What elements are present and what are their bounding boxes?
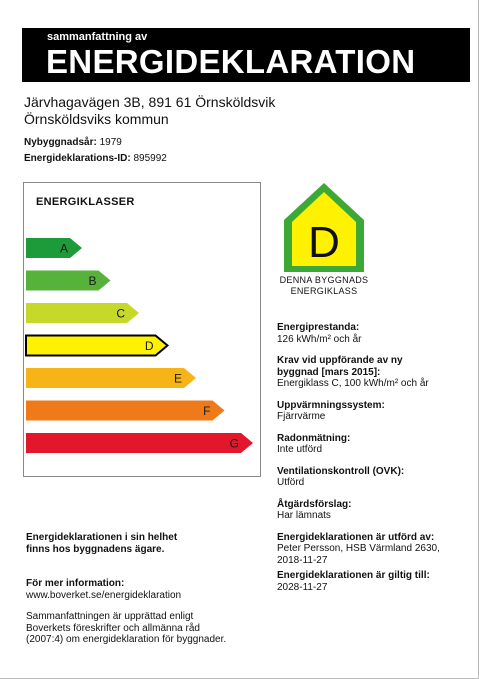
energy-class-bar-b [26,271,111,291]
detail-label: Energiprestanda: [277,322,360,333]
owner-note-line1: Energideklarationen i sin helhet [26,532,178,543]
energy-class-bar-a [26,238,82,258]
detail-value: 126 kWh/m² och år [277,333,362,345]
detail-value: Utförd [277,477,305,488]
energy-class-bar-g [26,433,253,453]
energy-class-bar-e [26,368,196,388]
energy-class-scale [23,182,261,477]
badge-caption [274,275,374,297]
address-municipality: Örnsköldsviks kommun [24,111,169,127]
owner-note [26,532,266,555]
build-year-row [24,135,167,151]
address-street: Järvhagavägen 3B, 891 61 Örnsköldsvik [24,94,276,110]
property-address [24,94,275,128]
legal-note-line2: Boverkets föreskrifter och allmänna råd [26,622,200,634]
declaration-id-label: Energideklarations-ID: [24,153,131,164]
more-info-link[interactable]: www.boverket.se/energideklaration [26,589,182,601]
detail-label: Krav vid uppförande av ny byggnad [mars 2015]: [277,355,403,378]
detail-value: Fjärrvärme [277,411,326,422]
declaration-id-value: 895992 [133,153,167,164]
energy-class-scale-title: ENERGIKLASSER [36,196,135,208]
more-info-label: För mer information: [26,578,125,589]
badge-caption-line1: DENNA BYGGNADS [279,275,369,285]
energy-class-bars [24,183,262,478]
detail-block [277,400,472,423]
banner-title: ENERGIDEKLARATION [46,43,416,80]
legal-note-line3: (2007:4) om energideklaration för byggnader. [26,634,227,645]
build-year-value: 1979 [99,137,122,148]
detail-value: Inte utförd [277,444,323,455]
badge-caption-line2: ENERGIKLASS [290,286,358,296]
detail-value: Energiklass C, 100 kWh/m² och år [277,378,429,389]
owner-note-line2: finns hos byggnadens ägare. [26,543,165,555]
title-banner [22,28,470,82]
declaration-details [277,322,472,603]
detail-value: Peter Persson, HSB Värmland 2630, [277,543,440,554]
legal-note [26,611,266,646]
energy-class-bar-f [26,401,225,421]
detail-label: Åtgärdsförslag: [277,498,352,510]
detail-label: Energideklarationen är giltig till: [277,570,430,581]
footer-notes [26,532,266,646]
detail-block [277,570,472,593]
energy-class-letter-c: C [116,306,125,321]
detail-block [277,466,472,489]
detail-block [277,322,472,345]
more-info [26,578,266,601]
detail-value: 2018-11-27 [277,554,328,566]
detail-value: Har lämnats [277,510,331,521]
detail-label: Radonmätning: [277,432,351,444]
detail-label: Energideklarationen är utförd av: [277,531,435,543]
badge-class-letter: D [308,218,340,267]
energy-class-letter-a: A [59,241,68,256]
energy-class-letter-d: D [144,339,154,353]
banner-subtitle: sammanfattning av [47,31,148,43]
detail-value: 2028-11-27 [277,581,328,593]
build-year-label: Nybyggnadsår: [24,137,97,148]
legal-note-line1: Sammanfattningen är upprättad enligt [26,611,194,622]
declaration-id-row [24,151,167,167]
detail-block [277,499,472,522]
detail-block [277,355,472,390]
declaration-meta [24,135,167,167]
detail-block [277,433,472,456]
energy-class-letter-f: F [203,404,211,418]
detail-block [277,532,472,567]
energy-class-letter-e: E [173,371,182,386]
energy-class-letter-b: B [88,274,97,288]
detail-label: Uppvärmningssystem: [277,399,385,411]
energy-class-letter-g: G [229,436,239,451]
detail-label: Ventilationskontroll (OVK): [277,465,405,477]
